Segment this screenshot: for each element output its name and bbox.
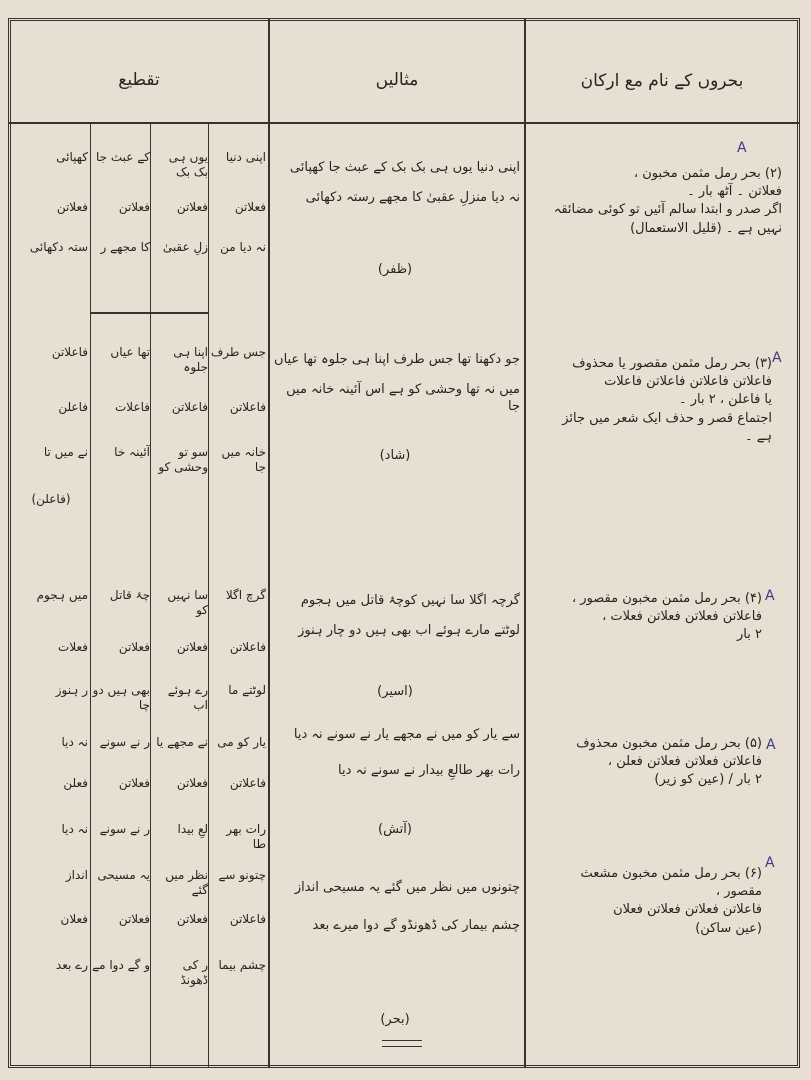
scansion-foot: فعلن (63, 776, 88, 790)
scansion-foot: تھا عیاں (110, 345, 150, 359)
scansion-foot: نہ دیا (61, 822, 88, 836)
meter-title: (۲) بحر رمل مثمن مخبون ، (633, 166, 782, 181)
scansion-foot: فعلاتن (118, 776, 150, 790)
header-examples: مثالیں (375, 70, 419, 90)
meter-title: (۴) بحر رمل مثمن مخبون مقصور ، (571, 591, 762, 606)
scansion-foot: فاعلاتن (229, 400, 266, 414)
meter-item (532, 735, 762, 790)
scansion-foot: ر نے سونے (99, 735, 150, 749)
poet-name: (آتش) (378, 822, 412, 837)
scansion-foot: فعلاتن (234, 200, 266, 214)
poet-name: (بحر) (380, 1012, 410, 1027)
verse-line: اپنی دنیا یوں ہی بک بک کے عبث جا کھپائی (289, 160, 520, 175)
meter-line: ہے ۔ (745, 428, 772, 444)
scansion-foot: آئینہ خا (114, 445, 150, 459)
header-divider (8, 122, 800, 124)
scansion-foot: یار کو می (217, 735, 266, 749)
scansion-foot: و گے دوا مے (92, 958, 150, 972)
meter-line: فاعلاتن فعلاتن فعلاتن فعلان (613, 902, 762, 918)
header-scansion: تقطیع (118, 70, 160, 90)
scansion-foot: لوٹتے ما (228, 683, 266, 697)
meter-line: یا فاعلن ، ۲ بار ۔ (678, 392, 772, 408)
scansion-foot: نہ دیا من (220, 240, 266, 254)
check-mark-icon: A (765, 588, 775, 604)
meter-line: اجتماع قصر و حذف ایک شعر میں جائز (562, 410, 772, 426)
scansion-foot: ر ہنوز (55, 683, 88, 697)
verse-line: سے یار کو میں نے مجھے یار نے سونے نہ دیا (293, 727, 520, 742)
scansion-foot: فعلاتن (56, 200, 88, 214)
scansion-foot: فعلاتن (118, 640, 150, 654)
meter-title: (۳) بحر رمل مثمن مقصور یا محذوف (572, 356, 772, 371)
end-rule (382, 1046, 422, 1047)
scansion-foot: رے بعد (55, 958, 88, 972)
meter-line: ۲ بار / (عین کو زیر) (654, 772, 762, 788)
meter-title: (۵) بحر رمل مثمن مخبون محذوف (576, 736, 762, 751)
scansion-foot: رے ہوئے اب (167, 683, 208, 712)
meter-line: ۲ بار (737, 627, 762, 643)
scansion-foot: ستہ دکھائی (29, 240, 88, 254)
scansion-foot: گرچ اگلا (225, 588, 266, 602)
scansion-col-line-3 (208, 122, 209, 1068)
check-mark-icon: A (766, 737, 776, 753)
verse-line: لوٹتے مارے ہوئے اب بھی ہیں دو چار ہنوز (298, 623, 520, 639)
example-couplet (274, 727, 520, 780)
check-mark-icon: A (765, 855, 775, 871)
divider-meter-examples (524, 18, 526, 1068)
scansion-box-top (90, 312, 208, 314)
scansion-foot: فعلاتن (176, 776, 208, 790)
scansion-foot: زلِ عقبیٰ (162, 240, 208, 254)
scansion-foot: کا مجھے ر (100, 240, 150, 254)
scansion-foot: سا نہیں کو (167, 588, 208, 617)
scansion-foot: نے میں تا (43, 445, 88, 459)
meter-line: فاعلاتن فعلاتن فعلاتن فعلن ، (607, 754, 762, 770)
scansion-foot: سو تو وحشی کو (158, 445, 208, 474)
example-couplet (274, 160, 520, 207)
scansion-foot: فعلان (60, 912, 88, 926)
meter-item (532, 355, 772, 446)
meter-item (532, 165, 782, 238)
scansion-foot: فاعلن (58, 400, 88, 414)
meter-line: (عین ساکن) (695, 920, 762, 936)
example-couplet (274, 880, 520, 935)
verse-line: چشم بیمار کی ڈھونڈو گے دوا میرے بعد (312, 918, 520, 934)
divider-examples-scansion (268, 18, 270, 1068)
poet-name: (شاد) (379, 448, 411, 463)
scansion-foot: فاعلاتن (51, 345, 88, 359)
scansion-foot: میں ہجوم (36, 588, 88, 602)
scansion-foot: فعلاتن (176, 640, 208, 654)
scansion-foot: ر کی ڈھونڈ (180, 958, 208, 987)
meter-line: فعلاتن ۔ آٹھ بار ۔ (687, 184, 782, 200)
scansion-note: (فاعلن) (31, 492, 71, 506)
meter-item (532, 590, 762, 645)
scansion-foot: چشم بیما (218, 958, 266, 972)
meter-line: فاعلاتن فعلاتن فعلاتن فعلات ، (602, 609, 762, 625)
scansion-foot: فعلات (58, 640, 88, 654)
end-rule (382, 1040, 422, 1041)
scansion-foot: خانہ میں جا (221, 445, 266, 474)
scansion-foot: نظر میں گئے (165, 868, 208, 897)
scansion-foot: بھی ہیں دو چا (92, 683, 150, 712)
meter-line: نہیں ہے ۔ (قلیل الاستعمال) (630, 220, 782, 236)
scansion-foot: انداز (65, 868, 88, 882)
example-couplet (274, 593, 520, 640)
verse-line: نہ دیا منزلِ عقبیٰ کا مجھے رستہ دکھائی (305, 190, 520, 206)
verse-line: رات بھر طالعِ بیدار نے سونے نہ دیا (338, 763, 520, 779)
verse-line: چتونوں میں نظر میں گئے یہ مسیحی انداز (294, 880, 520, 895)
verse-line: جو دکھنا تھا جس طرف اپنا ہی جلوہ تھا عیاں (274, 352, 520, 367)
meter-title: (۶) بحر رمل مثمن مخبون مشعث (580, 866, 762, 881)
scansion-foot: اپنی دنیا (225, 150, 266, 164)
scansion-foot: فعلاتن (118, 912, 150, 926)
meter-line: اگر صدر و ابتدا سالم آئیں تو کوئی مضائقہ (553, 202, 782, 218)
scansion-foot: یہ مسیحی (97, 868, 150, 882)
check-mark-icon: A (737, 140, 747, 156)
header-meter: بحروں کے نام مع ارکان (580, 70, 744, 91)
meter-line: فاعلاتن فاعلاتن فاعلاتن فاعلات (604, 374, 772, 390)
poet-name: (اسیر) (377, 684, 413, 699)
scansion-foot: نے مجھے یا (156, 735, 208, 749)
scansion-foot: فعلاتن (176, 912, 208, 926)
scansion-foot: رات بھر طا (226, 822, 266, 851)
scansion-foot: فاعلاتن (229, 912, 266, 926)
scansion-foot: چۂ قاتل (109, 588, 150, 602)
verse-line: میں نہ تھا وحشی کو ہے اس آئینہ خانہ میں جا (286, 382, 520, 414)
meter-line: مقصور ، (715, 884, 762, 900)
scansion-col-line-1 (90, 122, 91, 1068)
scansion-foot: جس طرف (210, 345, 266, 359)
scansion-col-line-2 (150, 122, 151, 1068)
scansion-foot: نہ دیا (61, 735, 88, 749)
scansion-foot: فعلاتن (176, 200, 208, 214)
scansion-foot: اپنا ہی جلوہ (173, 345, 208, 374)
scansion-foot: لعِ بیدا (177, 822, 208, 836)
scansion-foot: ر نے سونے (99, 822, 150, 836)
check-mark-icon: A (772, 350, 782, 366)
meter-item (532, 865, 762, 938)
scansion-foot: فاعلاتن (229, 776, 266, 790)
scansion-foot: چتونو سے (218, 868, 266, 882)
scansion-foot: یوں ہی بک بک (168, 150, 208, 179)
scansion-foot: کھپائی (56, 150, 88, 164)
scansion-foot: فاعلاتن (229, 640, 266, 654)
poet-name: (ظفر) (377, 262, 413, 277)
scansion-foot: فعلاتن (118, 200, 150, 214)
scansion-foot: کے عبث جا (95, 150, 150, 164)
scansion-foot: فاعلات (114, 400, 150, 414)
example-couplet (274, 352, 520, 415)
scansion-foot: فاعلاتن (171, 400, 208, 414)
verse-line: گرچہ اگلا سا نہیں کوچۂ قاتل میں ہجوم (300, 593, 520, 608)
